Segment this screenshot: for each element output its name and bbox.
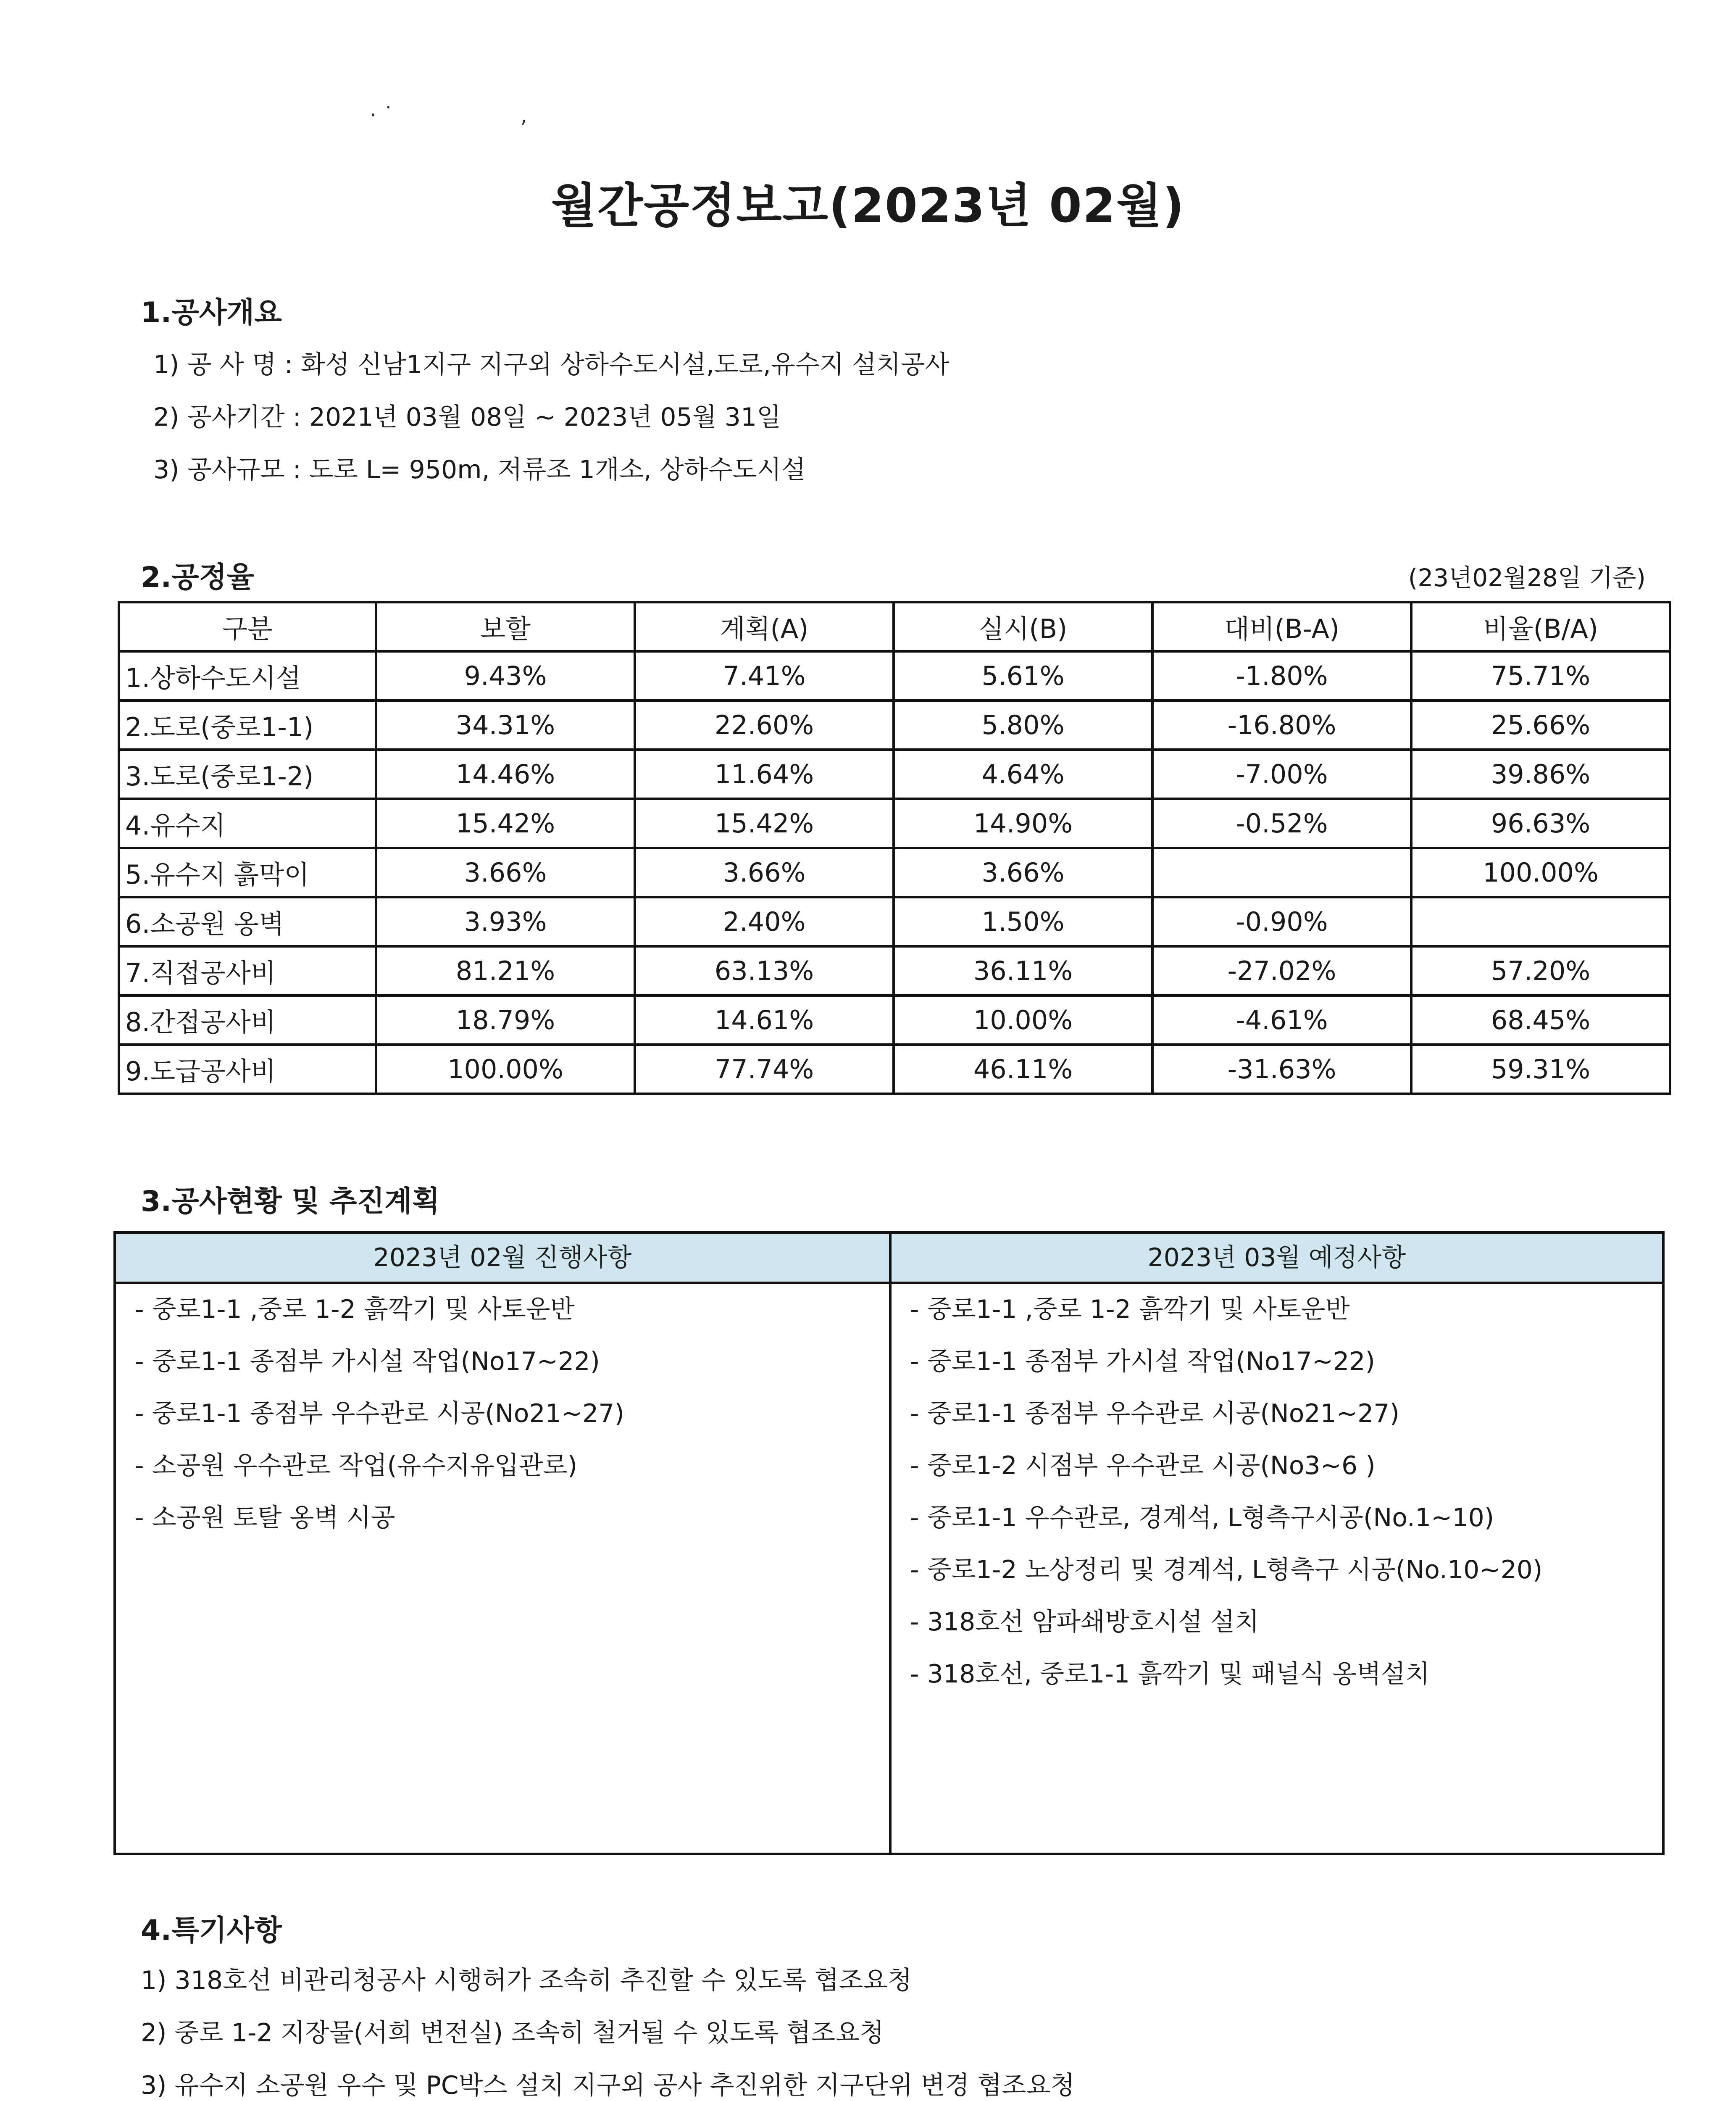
plan-heading: 3.공사현황 및 추진계획 bbox=[141, 1185, 440, 1218]
overview-line: 1) 공 사 명 : 화성 신남1지구 지구외 상하수도시설,도로,유수지 설치공사 bbox=[153, 350, 950, 379]
row-label-cell: 6.소공원 옹벽 bbox=[119, 897, 376, 946]
note-line: 2) 중로 1-2 지장물(서희 변전실) 조속히 철거될 수 있도록 협조요청 bbox=[141, 2018, 884, 2048]
table-row bbox=[119, 848, 1670, 897]
list-item: - 중로1-1 종점부 우수관로 시공(No21~27) bbox=[910, 1399, 1399, 1428]
row-label-cell: 7.직접공사비 bbox=[119, 946, 376, 995]
row-label-cell: 4.유수지 bbox=[119, 799, 376, 848]
value-cell: 14.61% bbox=[635, 995, 894, 1045]
overview-line: 2) 공사기간 : 2021년 03월 08일 ~ 2023년 05월 31일 bbox=[153, 403, 781, 432]
value-cell: 15.42% bbox=[635, 799, 894, 848]
value-cell: 14.46% bbox=[376, 750, 635, 799]
list-item: - 중로1-1 종점부 가시설 작업(No17~22) bbox=[910, 1347, 1375, 1376]
note-line: 3) 유수지 소공원 우수 및 PC박스 설치 지구외 공사 추진위한 지구단위 변경 협조요청 bbox=[141, 2071, 1075, 2100]
value-cell: -0.52% bbox=[1152, 799, 1411, 848]
value-cell: 57.20% bbox=[1411, 946, 1670, 995]
current-month-header: 2023년 02월 진행사항 bbox=[373, 1243, 632, 1272]
list-item: - 중로1-2 시점부 우수관로 시공(No3~6 ) bbox=[910, 1451, 1376, 1480]
list-item: - 중로1-1 종점부 가시설 작업(No17~22) bbox=[135, 1347, 600, 1376]
current-items-list bbox=[135, 1288, 883, 1549]
value-cell: 100.00% bbox=[376, 1045, 635, 1094]
column-divider bbox=[889, 1234, 892, 1853]
table-header-row bbox=[119, 602, 1670, 651]
table-row bbox=[119, 946, 1670, 995]
value-cell: 34.31% bbox=[376, 700, 635, 750]
list-item: - 소공원 우수관로 작업(유수지유입관로) bbox=[135, 1451, 578, 1480]
table-row bbox=[119, 995, 1670, 1045]
value-cell: 59.31% bbox=[1411, 1045, 1670, 1094]
next-month-header: 2023년 03월 예정사항 bbox=[1147, 1243, 1406, 1272]
value-cell: 46.11% bbox=[894, 1045, 1152, 1094]
value-cell: -7.00% bbox=[1152, 750, 1411, 799]
value-cell: 18.79% bbox=[376, 995, 635, 1045]
row-label-cell: 2.도로(중로1-1) bbox=[119, 700, 376, 750]
value-cell: 96.63% bbox=[1411, 799, 1670, 848]
value-cell: 2.40% bbox=[635, 897, 894, 946]
value-cell: 5.80% bbox=[894, 700, 1152, 750]
next-items-list bbox=[910, 1288, 1658, 1705]
value-cell: 3.66% bbox=[635, 848, 894, 897]
table-row bbox=[119, 897, 1670, 946]
row-label-cell: 3.도로(중로1-2) bbox=[119, 750, 376, 799]
row-label-cell: 1.상하수도시설 bbox=[119, 651, 376, 700]
plan-table bbox=[113, 1231, 1665, 1855]
value-cell: -27.02% bbox=[1152, 946, 1411, 995]
overview-line: 3) 공사규모 : 도로 L= 950m, 저류조 1개소, 상하수도시설 bbox=[153, 455, 806, 484]
value-cell: 3.66% bbox=[376, 848, 635, 897]
value-cell: 25.66% bbox=[1411, 700, 1670, 750]
value-cell: 15.42% bbox=[376, 799, 635, 848]
notes-heading: 4.특기사항 bbox=[141, 1914, 282, 1947]
progress-heading: 2.공정율 bbox=[141, 561, 255, 594]
list-item: - 318호선 암파쇄방호시설 설치 bbox=[910, 1607, 1259, 1637]
value-cell: 5.61% bbox=[894, 651, 1152, 700]
value-cell: 7.41% bbox=[635, 651, 894, 700]
document-title: 월간공정보고(2023년 02월) bbox=[551, 179, 1185, 233]
value-cell: 10.00% bbox=[894, 995, 1152, 1045]
row-label-cell: 5.유수지 흙막이 bbox=[119, 848, 376, 897]
value-cell: 75.71% bbox=[1411, 651, 1670, 700]
list-item: - 중로1-2 노상정리 및 경계석, L형측구 시공(No.10~20) bbox=[910, 1555, 1543, 1585]
list-item: - 중로1-1 ,중로 1-2 흙깍기 및 사토운반 bbox=[910, 1295, 1350, 1324]
value-cell: 36.11% bbox=[894, 946, 1152, 995]
list-item: - 중로1-1 우수관로, 경계석, L형측구시공(No.1~10) bbox=[910, 1503, 1494, 1532]
list-item: - 318호선, 중로1-1 흙깍기 및 패널식 옹벽설치 bbox=[910, 1659, 1430, 1689]
value-cell: -1.80% bbox=[1152, 651, 1411, 700]
value-cell: -4.61% bbox=[1152, 995, 1411, 1045]
value-cell: 63.13% bbox=[635, 946, 894, 995]
table-row bbox=[119, 799, 1670, 848]
value-cell bbox=[1152, 848, 1411, 897]
list-item: - 소공원 토탈 옹벽 시공 bbox=[135, 1503, 395, 1532]
column-header: 구분 bbox=[119, 602, 376, 651]
list-item: - 중로1-1 종점부 우수관로 시공(No21~27) bbox=[135, 1399, 624, 1428]
table-row bbox=[119, 700, 1670, 750]
value-cell: 11.64% bbox=[635, 750, 894, 799]
value-cell: 39.86% bbox=[1411, 750, 1670, 799]
value-cell: 22.60% bbox=[635, 700, 894, 750]
value-cell: 77.74% bbox=[635, 1045, 894, 1094]
value-cell: 3.93% bbox=[376, 897, 635, 946]
value-cell: -16.80% bbox=[1152, 700, 1411, 750]
scan-specks: · ˙ , bbox=[370, 103, 527, 127]
column-header: 대비(B-A) bbox=[1152, 602, 1411, 651]
value-cell: 9.43% bbox=[376, 651, 635, 700]
value-cell: 68.45% bbox=[1411, 995, 1670, 1045]
progress-basis-date: (23년02월28일 기준) bbox=[1408, 563, 1646, 592]
value-cell: 1.50% bbox=[894, 897, 1152, 946]
row-label-cell: 9.도급공사비 bbox=[119, 1045, 376, 1094]
table-row bbox=[119, 651, 1670, 700]
progress-table bbox=[118, 601, 1671, 1095]
list-item: - 중로1-1 ,중로 1-2 흙깍기 및 사토운반 bbox=[135, 1295, 575, 1324]
column-header: 비율(B/A) bbox=[1411, 602, 1670, 651]
table-row bbox=[119, 1045, 1670, 1094]
value-cell: 81.21% bbox=[376, 946, 635, 995]
value-cell: 4.64% bbox=[894, 750, 1152, 799]
value-cell: 3.66% bbox=[894, 848, 1152, 897]
column-header: 계획(A) bbox=[635, 602, 894, 651]
note-line: 1) 318호선 비관리청공사 시행허가 조속히 추진할 수 있도록 협조요청 bbox=[141, 1966, 912, 1995]
row-label-cell: 8.간접공사비 bbox=[119, 995, 376, 1045]
column-header: 실시(B) bbox=[894, 602, 1152, 651]
value-cell: 14.90% bbox=[894, 799, 1152, 848]
column-header: 보할 bbox=[376, 602, 635, 651]
table-row bbox=[119, 750, 1670, 799]
overview-heading: 1.공사개요 bbox=[141, 296, 282, 329]
value-cell: -31.63% bbox=[1152, 1045, 1411, 1094]
value-cell: 100.00% bbox=[1411, 848, 1670, 897]
value-cell bbox=[1411, 897, 1670, 946]
value-cell: -0.90% bbox=[1152, 897, 1411, 946]
